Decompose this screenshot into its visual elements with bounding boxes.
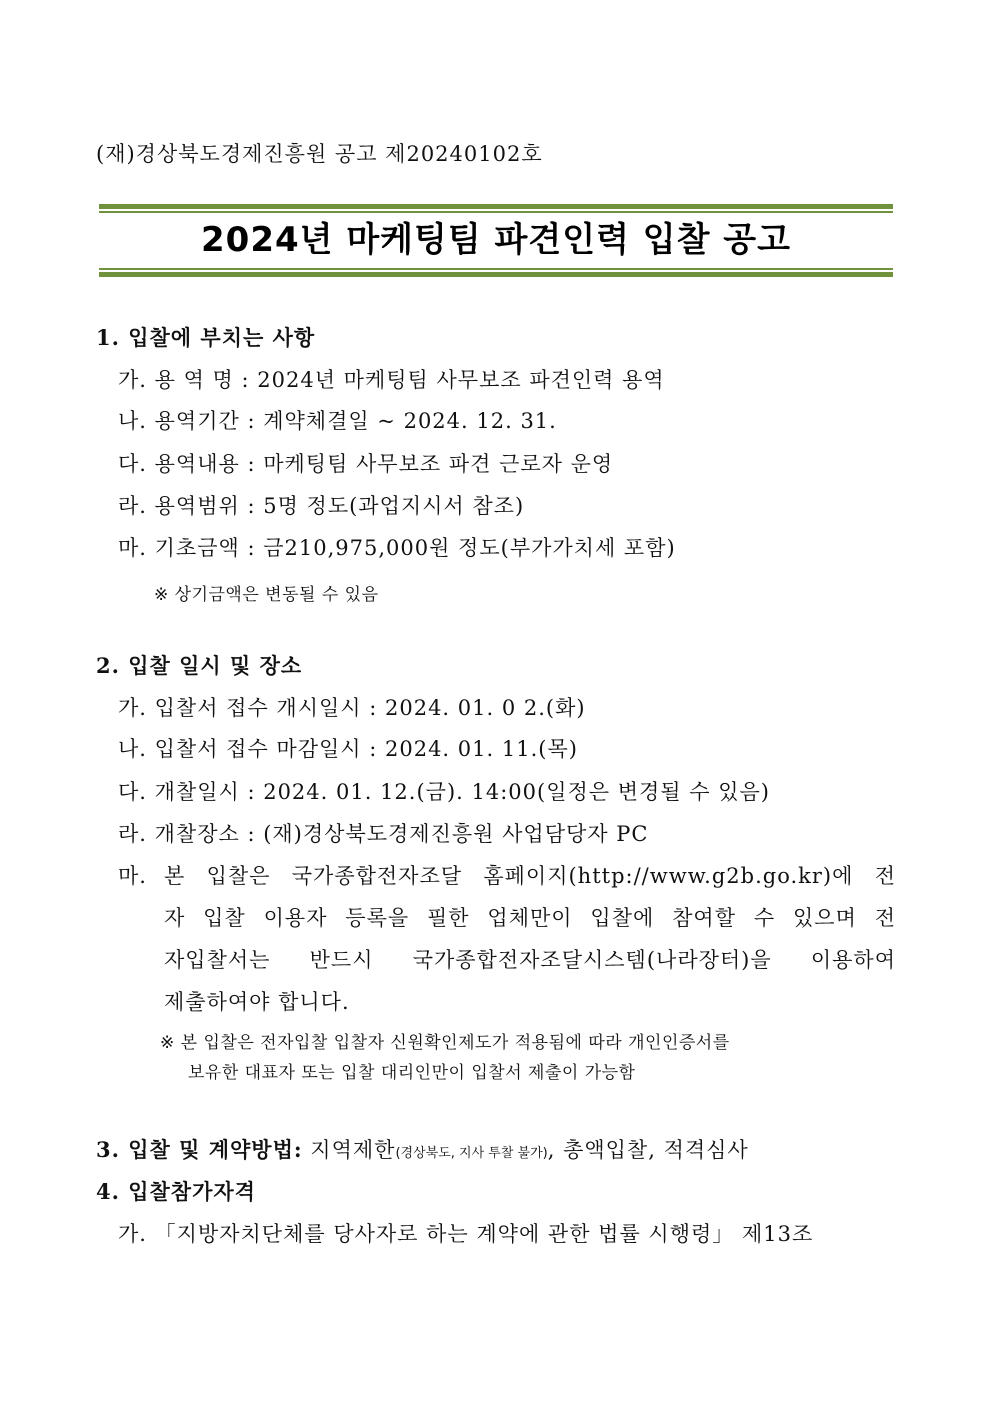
- section2-item-da: 다. 개찰일시 : 2024. 01. 12.(금). 14:00(일정은 변경될 수 있음): [118, 780, 770, 804]
- section2-item-ga: 가. 입찰서 접수 개시일시 : 2024. 01. 0 2.(화): [118, 696, 586, 720]
- section1-item-da: 다. 용역내용 : 마케팅팀 사무보조 파견 근로자 운영: [118, 452, 614, 476]
- section4-heading: 4. 입찰참가자격: [96, 1179, 256, 1204]
- section2-item-ma-prefix: 마.: [118, 864, 147, 888]
- section2-item-na: 나. 입찰서 접수 마감일시 : 2024. 01. 11.(목): [118, 737, 578, 761]
- title-bottom-rule-thin: [99, 268, 893, 270]
- notice-number: (재)경상북도경제진흥원 공고 제20240102호: [96, 142, 543, 166]
- section3-line: [96, 1134, 749, 1164]
- section2-item-ma-line3: 자입찰서는 반드시 국가종합전자조달시스템(나라장터)을 이용하여: [164, 948, 896, 972]
- section1-item-na: 나. 용역기간 : 계약체결일 ~ 2024. 12. 31.: [118, 409, 557, 433]
- section3-text-b: , 총액입찰, 적격심사: [547, 1138, 749, 1162]
- section1-item-ga: 가. 용 역 명 : 2024년 마케팅팀 사무보조 파견인력 용역: [118, 368, 665, 392]
- section1-note: ※ 상기금액은 변동될 수 있음: [154, 585, 379, 605]
- section2-item-ma-line4: 제출하여야 합니다.: [164, 990, 350, 1014]
- section1-heading: 1. 입찰에 부치는 사항: [96, 325, 316, 350]
- section2-item-ma-line1: 본 입찰은 국가종합전자조달 홈페이지(http://www.g2b.go.kr)에 전: [164, 864, 896, 888]
- title-bottom-rule: [99, 272, 893, 277]
- section4-item-ga: 가. 「지방자치단체를 당사자로 하는 계약에 관한 법률 시행령」 제13조: [118, 1222, 814, 1246]
- section2-item-ra: 라. 개찰장소 : (재)경상북도경제진흥원 사업담당자 PC: [118, 822, 649, 846]
- section2-note-line2: 보유한 대표자 또는 입찰 대리인만이 입찰서 제출이 가능함: [188, 1063, 636, 1083]
- section1-item-ma: 마. 기초금액 : 금210,975,000원 정도(부가가치세 포함): [118, 536, 676, 560]
- section2-heading: 2. 입찰 일시 및 장소: [96, 653, 303, 678]
- page-title: 2024년 마케팅팀 파견인력 입찰 공고: [201, 220, 791, 260]
- section3-text-small: (경상북도, 지사 투찰 불가): [395, 1146, 548, 1161]
- section2-item-ma-line2: 자 입찰 이용자 등록을 필한 업체만이 입찰에 참여할 수 있으며 전: [164, 906, 896, 930]
- section2-note-line1: ※ 본 입찰은 전자입찰 입찰자 신원확인제도가 적용됨에 따라 개인인증서를: [160, 1033, 730, 1053]
- section1-item-ra: 라. 용역범위 : 5명 정도(과업지시서 참조): [118, 494, 525, 518]
- section3-heading: 3. 입찰 및 계약방법:: [96, 1137, 303, 1162]
- section3-text-a: 지역제한: [310, 1138, 396, 1162]
- title-top-rule: [99, 204, 893, 209]
